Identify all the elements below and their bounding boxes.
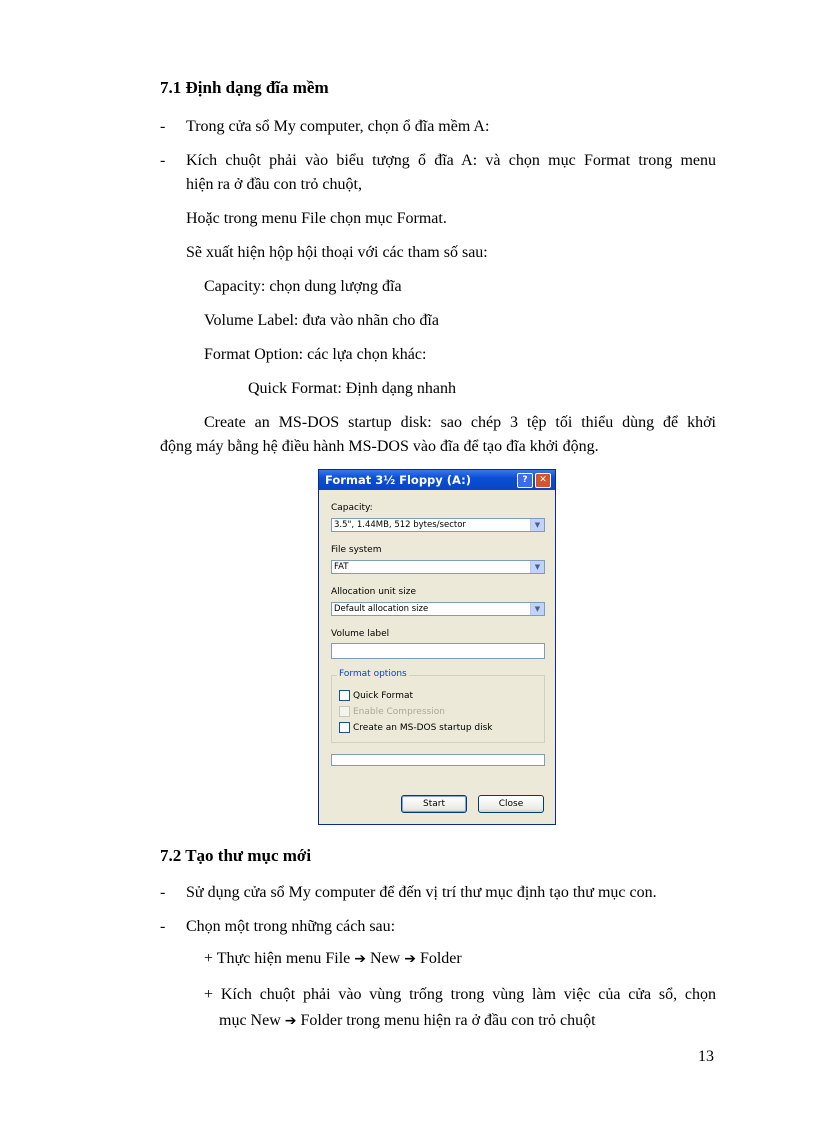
- bullet-open-my-computer: Trong cửa sổ My computer, chọn ổ đĩa mềm A:: [186, 118, 490, 135]
- text-dialog-params: Sẽ xuất hiện hộp hội thoại với các tham số sau:: [186, 244, 488, 261]
- capacity-select[interactable]: [331, 518, 545, 532]
- param-format-option: Format Option: các lựa chọn khác:: [204, 346, 427, 363]
- checkbox-icon: [339, 706, 350, 717]
- msdos-startup-label: Create an MS-DOS startup disk: [353, 723, 493, 733]
- quick-format-label: Quick Format: [353, 691, 414, 701]
- para-msdos-line1: Create an MS-DOS startup disk: sao chép 3 tệp tối thiểu dùng để khởi: [204, 414, 716, 431]
- volume-label-input[interactable]: [331, 643, 545, 659]
- arrow-right-icon: ➔: [354, 951, 366, 967]
- msdos-startup-checkbox[interactable]: [339, 722, 493, 733]
- section-7-1-heading: 7.1 Định dạng đĩa mềm: [160, 78, 329, 97]
- volume-label-label: Volume label: [331, 629, 390, 639]
- option-menu-file-new-folder: [204, 950, 462, 968]
- quick-format-checkbox[interactable]: [339, 690, 413, 701]
- dialog-titlebar: [319, 470, 555, 490]
- bullet-dash: -: [160, 884, 166, 901]
- filesystem-value: FAT: [334, 562, 349, 572]
- page-number: 13: [698, 1048, 714, 1065]
- bullet-navigate-folder: Sử dụng cửa sổ My computer để đến vị trí thư mục định tạo thư mục con.: [186, 884, 657, 901]
- allocation-select[interactable]: [331, 602, 545, 616]
- allocation-label: Allocation unit size: [331, 587, 416, 597]
- text-file-menu-format: Hoặc trong menu File chọn mục Format.: [186, 210, 447, 227]
- filesystem-select[interactable]: [331, 560, 545, 574]
- option1-text-c: Folder: [419, 950, 462, 967]
- option2-line2: [219, 1012, 596, 1030]
- option1-text-b: New: [370, 950, 401, 967]
- close-icon[interactable]: ✕: [535, 473, 551, 488]
- bullet-dash: -: [160, 918, 166, 935]
- option2-text-b: Folder trong menu hiện ra ở đầu con trỏ chuột: [300, 1012, 596, 1029]
- param-quick-format: Quick Format: Định dạng nhanh: [248, 380, 456, 397]
- bullet-right-click-line2: hiện ra ở đầu con trỏ chuột,: [186, 176, 362, 193]
- checkbox-icon[interactable]: [339, 690, 350, 701]
- capacity-value: 3.5", 1.44MB, 512 bytes/sector: [334, 520, 466, 530]
- dialog-title: Format 3½ Floppy (A:): [325, 473, 472, 487]
- bullet-dash: -: [160, 118, 166, 135]
- arrow-right-icon: ➔: [284, 1013, 297, 1029]
- checkbox-icon[interactable]: [339, 722, 350, 733]
- close-button[interactable]: Close: [478, 795, 544, 813]
- chevron-down-icon[interactable]: ▼: [530, 561, 544, 573]
- filesystem-label: File system: [331, 545, 382, 555]
- bullet-dash: -: [160, 152, 166, 169]
- enable-compression-checkbox: [339, 706, 445, 717]
- format-dialog: [318, 469, 556, 825]
- option2-line1: + Kích chuột phải vào vùng trống trong vùng làm việc của cửa sổ, chọn: [204, 986, 716, 1003]
- option1-text-a: + Thực hiện menu File: [204, 950, 351, 967]
- format-progress-bar: [331, 754, 545, 766]
- section-7-2-heading: 7.2 Tạo thư mục mới: [160, 846, 312, 865]
- chevron-down-icon[interactable]: ▼: [530, 519, 544, 531]
- bullet-choose-method: Chọn một trong những cách sau:: [186, 918, 396, 935]
- chevron-down-icon[interactable]: ▼: [530, 603, 544, 615]
- allocation-value: Default allocation size: [334, 604, 429, 614]
- capacity-label: Capacity:: [331, 503, 373, 513]
- para-msdos-line2: động máy bằng hệ điều hành MS-DOS vào đĩa để tạo đĩa khởi động.: [160, 438, 599, 455]
- bullet-right-click-line1: Kích chuột phải vào biểu tượng ổ đĩa A: và chọn mục Format trong menu: [186, 152, 716, 169]
- param-volume-label: Volume Label: đưa vào nhãn cho đĩa: [204, 312, 439, 329]
- start-button[interactable]: Start: [401, 795, 467, 813]
- help-icon[interactable]: ?: [517, 473, 533, 488]
- enable-compression-label: Enable Compression: [353, 707, 445, 717]
- option2-text-a: mục New: [219, 1012, 281, 1029]
- format-options-legend: Format options: [339, 669, 407, 679]
- param-capacity: Capacity: chọn dung lượng đĩa: [204, 278, 402, 295]
- arrow-right-icon: ➔: [404, 951, 416, 967]
